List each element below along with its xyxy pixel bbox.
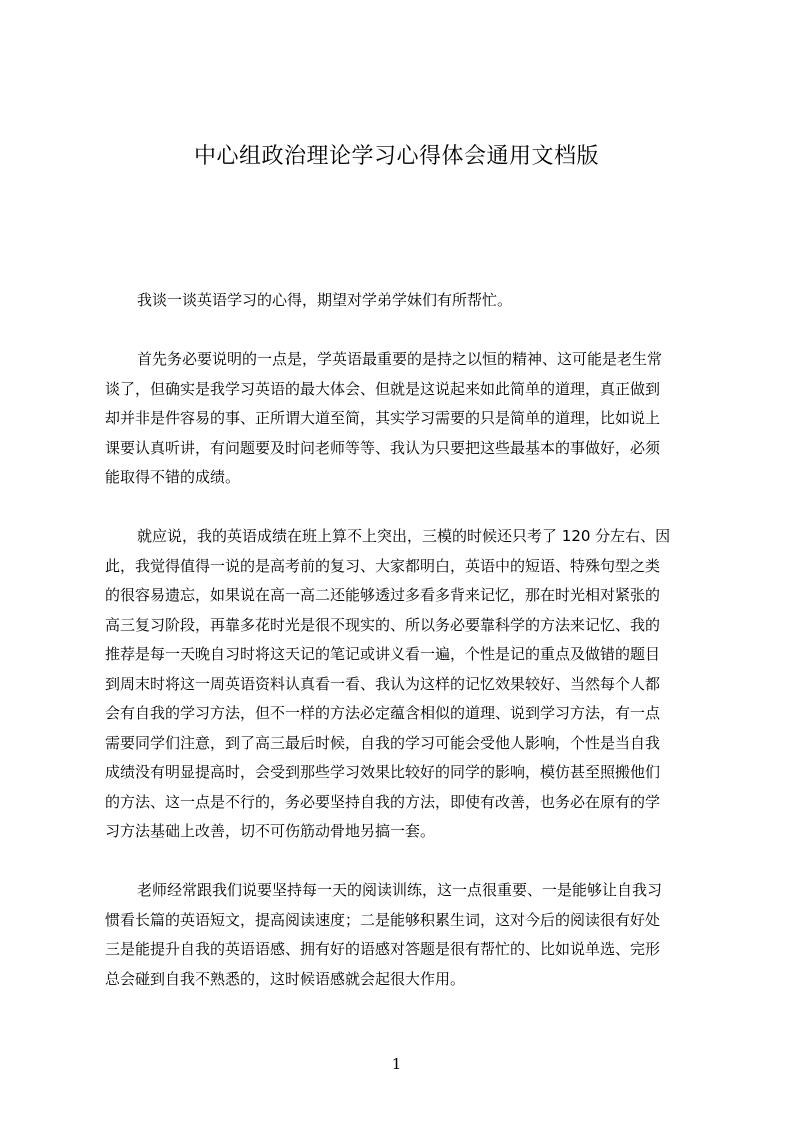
paragraph-3 — [105, 522, 699, 847]
paragraph-line: 却并非是件容易的事、正所谓大道至简，其实学习需要的只是简单的道理，比如说上 — [105, 409, 661, 427]
paragraph-4 — [105, 876, 699, 994]
paragraph-2 — [105, 345, 699, 493]
paragraph-line: 的很容易遗忘，如果说在高一高二还能够透过多看多背来记忆，那在时光相对紧张的 — [105, 586, 661, 604]
page-number: 1 — [391, 1055, 402, 1073]
document-title: 中心组政治理论学习心得体会通用文档版 — [193, 144, 599, 169]
paragraph-line: 课要认真听讲，有问题要及时问老师等等、我认为只要把这些最基本的事做好，必须 — [105, 438, 661, 457]
paragraph-line: 总会碰到自我不熟悉的，这时候语感就会起很大作用。 — [105, 969, 466, 988]
paragraph-line: 习方法基础上改善，切不可伤筋动骨地另搞一套。 — [105, 822, 436, 840]
document-body — [105, 286, 699, 1024]
paragraph-line: 推荐是每一天晚自习时将这天记的笔记或讲义看一遍，个性是记的重点及做错的题目 — [105, 645, 661, 663]
paragraph-line: 高三复习阶段，再靠多花时光是很不现实的、所以务必要靠科学的方法来记忆、我的 — [105, 615, 661, 634]
paragraph-line: 到周末时将这一周英语资料认真看一看、我认为这样的记忆效果较好、当然每个人都 — [105, 674, 661, 693]
paragraph-line: 谈了，但确实是我学习英语的最大体会、但就是这说起来如此简单的道理，真正做到 — [105, 379, 661, 398]
paragraph-line: 首先务必要说明的一点是，学英语最重要的是持之以恒的精神、这可能是老生常 — [137, 350, 663, 368]
paragraph-line: 的方法、这一点是不行的，务必要坚持自我的方法，即使有改善，也务必在原有的学 — [105, 792, 661, 811]
paragraph-line: 老师经常跟我们说要坚持每一天的阅读训练，这一点很重要、一是能够让自我习 — [137, 881, 663, 899]
paragraph-line: 就应说，我的英语成绩在班上算不上突出，三模的时候还只考了 120 分左右、因 — [137, 527, 671, 545]
paragraph-line: 此，我觉得值得一说的是高考前的复习、大家都明白，英语中的短语、特殊句型之类 — [105, 556, 661, 575]
paragraph-line: 能取得不错的成绩。 — [105, 468, 241, 486]
paragraph-line: 三是能提升自我的英语语感、拥有好的语感对答题是很有帮忙的、比如说单选、完形 — [105, 940, 661, 958]
paragraph-line: 我谈一谈英语学习的心得，期望对学弟学妹们有所帮忙。 — [137, 291, 513, 309]
paragraph-line: 会有自我的学习方法，但不一样的方法必定蕴含相似的道理、说到学习方法，有一点 — [105, 704, 661, 722]
paragraph-line: 需要同学们注意，到了高三最后时候，自我的学习可能会受他人影响，个性是当自我 — [105, 733, 661, 752]
paragraph-1 — [105, 286, 699, 316]
paragraph-line: 惯看长篇的英语短文，提高阅读速度；二是能够积累生词，这对今后的阅读很有好处 — [105, 910, 661, 929]
paragraph-line: 成绩没有明显提高时，会受到那些学习效果比较好的同学的影响，模仿甚至照搬他们 — [105, 763, 661, 781]
